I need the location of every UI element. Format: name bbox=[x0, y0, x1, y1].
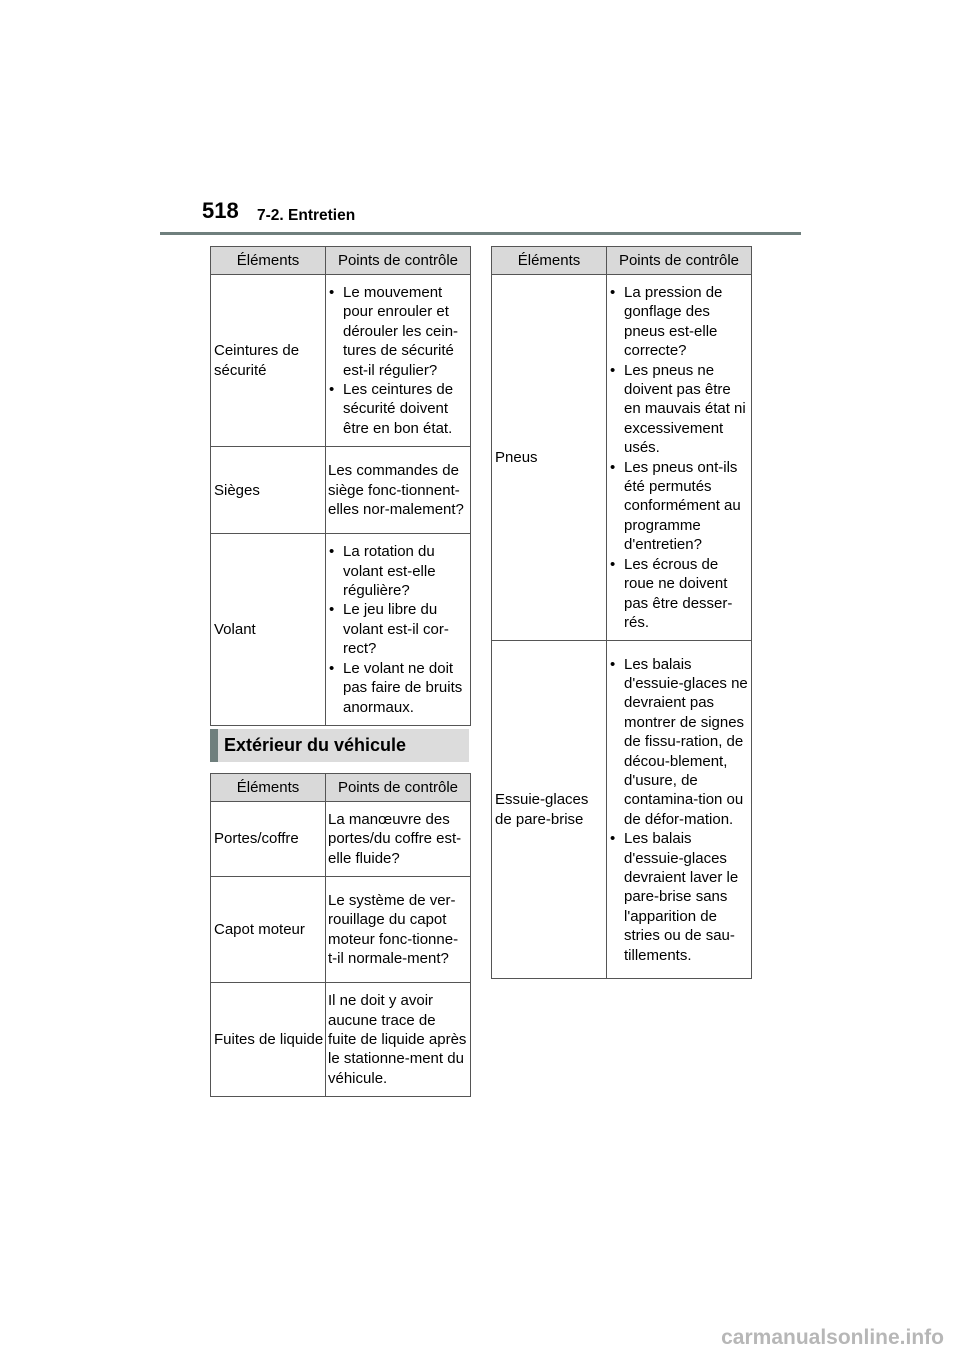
table-row bbox=[211, 983, 471, 1097]
column-header-checks: Points de contrôle bbox=[326, 247, 471, 275]
bullet-item: • Le volant ne doit pas faire de bruits anormaux. bbox=[328, 659, 467, 717]
table-header-row bbox=[211, 247, 471, 275]
item-cell: Ceintures de sécurité bbox=[211, 275, 326, 447]
chapter-title: 7-2. Entretien bbox=[257, 207, 356, 224]
check-cell bbox=[326, 534, 471, 726]
column-header-checks: Points de contrôle bbox=[326, 774, 471, 802]
section-heading bbox=[210, 729, 469, 762]
check-cell bbox=[607, 275, 752, 641]
item-cell: Fuites de liquide bbox=[211, 983, 326, 1097]
bullet-item: • Les pneus ont-ils été permutés conformément au programme d'entretien? bbox=[609, 458, 748, 555]
page-number: 518 bbox=[202, 198, 239, 223]
check-cell: Les commandes de siège fonc-tionnent-elles nor-malement? bbox=[326, 447, 471, 534]
bullet-item: • Le jeu libre du volant est-il cor-rect? bbox=[328, 600, 467, 658]
section-accent-bar bbox=[210, 729, 218, 762]
table-row bbox=[492, 275, 752, 641]
item-cell: Sièges bbox=[211, 447, 326, 534]
interior-check-table bbox=[210, 246, 471, 726]
bullet-item: • Le mouvement pour enrouler et dérouler les cein-tures de sécurité est-il régulier? bbox=[328, 283, 467, 380]
column-header-checks: Points de contrôle bbox=[607, 247, 752, 275]
item-cell: Capot moteur bbox=[211, 877, 326, 983]
table-header-row bbox=[492, 247, 752, 275]
check-cell: Le système de ver-rouillage du capot moteur fonc-tionne-t-il normale-ment? bbox=[326, 877, 471, 983]
column-header-items: Éléments bbox=[492, 247, 607, 275]
table-row bbox=[211, 447, 471, 534]
table-row bbox=[211, 802, 471, 877]
check-cell: La manœuvre des portes/du coffre est-elle fluide? bbox=[326, 802, 471, 877]
check-cell bbox=[326, 275, 471, 447]
bullet-item: • Les ceintures de sécurité doivent être en bon état. bbox=[328, 380, 467, 438]
bullet-item: • La pression de gonflage des pneus est-elle correcte? bbox=[609, 283, 748, 361]
bullet-item: • La rotation du volant est-elle régulière? bbox=[328, 542, 467, 600]
table-row bbox=[211, 877, 471, 983]
item-cell: Volant bbox=[211, 534, 326, 726]
item-cell: Pneus bbox=[492, 275, 607, 641]
section-title: Extérieur du véhicule bbox=[224, 735, 407, 755]
header-rule bbox=[160, 232, 801, 235]
bullet-item: • Les écrous de roue ne doivent pas être desser-rés. bbox=[609, 555, 748, 633]
check-cell: Il ne doit y avoir aucune trace de fuite de liquide après le stationne-ment du véhicule. bbox=[326, 983, 471, 1097]
item-cell: Portes/coffre bbox=[211, 802, 326, 877]
exterior-check-table bbox=[210, 773, 471, 1097]
table-row bbox=[492, 641, 752, 979]
bullet-item: • Les balais d'essuie-glaces ne devraient pas montrer de signes de fissu-ration, de décou-blement, d'usure, de contamina-tion ou de défor-mation. bbox=[609, 655, 748, 830]
table-row bbox=[211, 534, 471, 726]
table-row bbox=[211, 275, 471, 447]
column-header-items: Éléments bbox=[211, 774, 326, 802]
column-header-items: Éléments bbox=[211, 247, 326, 275]
tyres-wipers-check-table bbox=[491, 246, 752, 979]
bullet-item: • Les balais d'essuie-glaces devraient laver le pare-brise sans l'apparition de stries ou de sau-tillements. bbox=[609, 829, 748, 965]
bullet-item: • Les pneus ne doivent pas être en mauvais état ni excessivement usés. bbox=[609, 361, 748, 458]
item-cell: Essuie-glaces de pare-brise bbox=[492, 641, 607, 979]
watermark: carmanualsonline.info bbox=[721, 1326, 944, 1349]
table-header-row bbox=[211, 774, 471, 802]
check-cell bbox=[607, 641, 752, 979]
